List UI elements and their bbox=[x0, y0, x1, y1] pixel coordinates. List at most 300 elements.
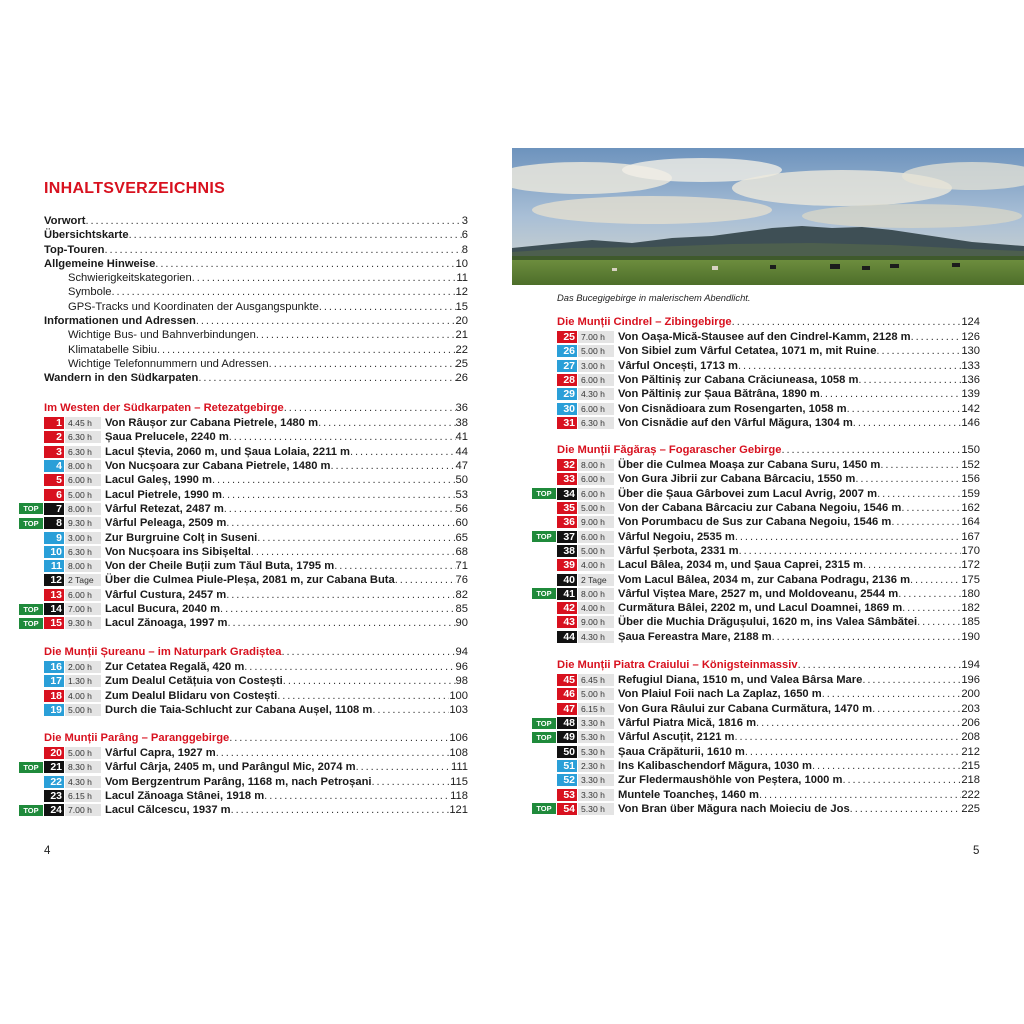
tour-page: 164 bbox=[961, 516, 980, 529]
tour-entry[interactable] bbox=[557, 544, 980, 558]
dot-leader bbox=[231, 804, 450, 816]
tour-title: Vârful Șerbota, 2331 m bbox=[618, 544, 739, 557]
dot-leader bbox=[820, 388, 961, 400]
toc-entry-label: Top-Touren bbox=[44, 243, 105, 256]
dot-leader bbox=[739, 545, 962, 557]
top-badge: TOP bbox=[19, 503, 43, 514]
dot-leader bbox=[226, 589, 455, 601]
tour-page: 103 bbox=[449, 704, 468, 717]
toc-entry[interactable] bbox=[44, 328, 468, 342]
tour-title: Vârful Cârja, 2405 m, und Parângul Mic, 2074 m bbox=[105, 761, 356, 774]
tour-number: 30 bbox=[557, 403, 577, 415]
tour-entry[interactable] bbox=[44, 674, 468, 688]
tour-title: Über die Șaua Gârbovei zum Lacul Avrig, 2007 m bbox=[618, 487, 878, 500]
tour-page: 130 bbox=[961, 345, 980, 358]
tour-title: Von Cisnădioara zum Rosengarten, 1058 m bbox=[618, 402, 847, 415]
tour-title: Von Plaiul Foii nach La Zaplaz, 1650 m bbox=[618, 688, 822, 701]
dot-leader bbox=[910, 574, 961, 586]
tour-title: Von Păltiniș zur Șaua Bătrâna, 1890 m bbox=[618, 388, 820, 401]
tour-duration: 6.30 h bbox=[65, 431, 101, 443]
toc-entry-label: Wandern in den Südkarpaten bbox=[44, 372, 199, 385]
tour-entry[interactable] bbox=[44, 445, 468, 459]
dot-leader bbox=[277, 690, 449, 702]
tour-title: Von Nucșoara ins Sibișeltal bbox=[105, 545, 251, 558]
tour-entry[interactable] bbox=[557, 558, 980, 572]
tour-title: Lacul Zănoaga Stânei, 1918 m bbox=[105, 790, 265, 803]
tour-page: 44 bbox=[455, 445, 468, 458]
top-badge: TOP bbox=[19, 604, 43, 615]
tour-page: 203 bbox=[961, 702, 980, 715]
tour-title: Vârful Ascuțit, 2121 m bbox=[618, 731, 735, 744]
dot-leader bbox=[224, 503, 456, 515]
tour-entry[interactable] bbox=[557, 472, 980, 486]
tour-entry[interactable] bbox=[23, 516, 468, 530]
tour-title: Durch die Taia-Schlucht zur Cabana Aușel, 1108 m bbox=[105, 704, 373, 717]
top-badge: TOP bbox=[19, 518, 43, 529]
tour-title: Über die Muchia Drăgușului, 1620 m, ins Valea Sâmbătei bbox=[618, 616, 918, 629]
tour-entry[interactable] bbox=[44, 430, 468, 444]
tour-duration: 3.30 h bbox=[578, 789, 614, 801]
tour-number: 38 bbox=[557, 545, 577, 557]
toc-section bbox=[23, 401, 468, 630]
tour-duration: 5.30 h bbox=[578, 746, 614, 758]
toc-entry-label: Informationen und Adressen bbox=[44, 315, 196, 328]
dot-leader bbox=[395, 574, 456, 586]
dot-leader bbox=[372, 704, 449, 716]
tour-number: 4 bbox=[44, 460, 64, 472]
tour-number: 3 bbox=[44, 446, 64, 458]
tour-number: 34 bbox=[557, 488, 577, 500]
dot-leader bbox=[901, 502, 961, 514]
dot-leader bbox=[350, 446, 456, 458]
tour-number: 7 bbox=[44, 503, 64, 515]
toc-section bbox=[44, 645, 468, 717]
tour-title: Vârful Retezat, 2487 m bbox=[105, 502, 224, 515]
tour-number: 44 bbox=[557, 631, 577, 643]
dot-leader bbox=[331, 460, 456, 472]
photo-caption: Das Bucegigebirge in malerischem Abendlicht. bbox=[557, 292, 751, 303]
toc-entry[interactable] bbox=[44, 314, 468, 328]
tour-duration: 4.30 h bbox=[65, 776, 101, 788]
tour-entry[interactable] bbox=[44, 775, 468, 789]
tour-entry[interactable] bbox=[557, 615, 980, 629]
tour-entry[interactable] bbox=[557, 501, 980, 515]
tour-page: 90 bbox=[455, 617, 468, 630]
toc-entry[interactable] bbox=[44, 343, 468, 357]
tour-duration: 6.00 h bbox=[578, 403, 614, 415]
tour-title: Vom Lacul Bâlea, 2034 m, zur Cabana Podragu, 2136 m bbox=[618, 573, 911, 586]
tour-title: Von Gura Jibrii zur Cabana Bârcaciu, 1550 m bbox=[618, 473, 856, 486]
tour-entry[interactable] bbox=[557, 359, 980, 373]
top-badge: TOP bbox=[532, 588, 556, 599]
toc-entry-label: Klimatabelle Sibiu bbox=[68, 343, 157, 356]
tour-page: 108 bbox=[449, 747, 468, 760]
tour-title: Zur Burgruine Colț in Suseni bbox=[105, 531, 258, 544]
tour-entry[interactable] bbox=[44, 487, 468, 501]
tour-duration: 4.00 h bbox=[578, 602, 614, 614]
toc-entry-page: 3 bbox=[461, 215, 468, 227]
tour-entry[interactable] bbox=[557, 373, 980, 387]
dot-leader bbox=[229, 431, 456, 443]
dot-leader bbox=[911, 331, 962, 343]
tour-entry[interactable] bbox=[557, 515, 980, 529]
tour-duration: 7.00 h bbox=[65, 804, 101, 816]
tour-page: 175 bbox=[961, 573, 980, 586]
tour-entry[interactable] bbox=[536, 730, 980, 744]
top-badge: TOP bbox=[19, 805, 43, 816]
section-page: 124 bbox=[961, 316, 980, 328]
dot-leader bbox=[759, 789, 961, 801]
tour-entry[interactable] bbox=[557, 702, 980, 716]
dot-leader bbox=[319, 300, 456, 314]
tour-number: 16 bbox=[44, 661, 64, 673]
tour-duration: 3.30 h bbox=[578, 717, 614, 729]
toc-entry[interactable] bbox=[44, 357, 468, 371]
tour-title: Vârful Piatra Mică, 1816 m bbox=[618, 717, 757, 730]
tour-number: 11 bbox=[44, 560, 64, 572]
tour-page: 206 bbox=[961, 717, 980, 730]
toc-entry-label: Übersichtskarte bbox=[44, 229, 129, 242]
tour-number: 32 bbox=[557, 459, 577, 471]
tour-entry[interactable] bbox=[44, 559, 468, 573]
tour-entry[interactable] bbox=[44, 588, 468, 602]
tour-page: 50 bbox=[455, 474, 468, 487]
tour-page: 172 bbox=[961, 559, 980, 572]
tour-entry[interactable] bbox=[23, 803, 468, 817]
tour-entry[interactable] bbox=[44, 573, 468, 587]
dot-leader bbox=[196, 314, 456, 328]
tour-duration: 5.30 h bbox=[578, 731, 614, 743]
tour-number: 46 bbox=[557, 688, 577, 700]
tour-entry[interactable] bbox=[44, 789, 468, 803]
tour-title: Zur Cetatea Regală, 420 m bbox=[105, 661, 245, 674]
dot-leader bbox=[735, 531, 961, 543]
tour-number: 12 bbox=[44, 574, 64, 586]
dot-leader bbox=[781, 443, 961, 458]
tour-title: Über die Culmea Moașa zur Cabana Suru, 1450 m bbox=[618, 459, 881, 472]
tour-title: Von Porumbacu de Sus zur Cabana Negoiu, 1546 m bbox=[618, 516, 892, 529]
tour-entry[interactable] bbox=[23, 502, 468, 516]
tour-entry[interactable] bbox=[23, 616, 468, 630]
tour-entry[interactable] bbox=[557, 416, 980, 430]
tour-title: Șaua Crăpăturii, 1610 m bbox=[618, 745, 745, 758]
dot-leader bbox=[863, 559, 961, 571]
tour-entry[interactable] bbox=[557, 572, 980, 586]
dot-leader bbox=[738, 360, 961, 372]
tour-title: Von Cisnădie auf den Vârful Măgura, 1304 m bbox=[618, 416, 853, 429]
tour-page: 47 bbox=[455, 460, 468, 473]
tour-duration: 4.00 h bbox=[65, 690, 101, 702]
tour-title: Von der Cheile Buții zum Tăul Buta, 1795 m bbox=[105, 560, 335, 573]
dot-leader bbox=[283, 675, 456, 687]
toc-entry[interactable] bbox=[44, 243, 468, 257]
tour-duration: 9.00 h bbox=[578, 616, 614, 628]
top-badge: TOP bbox=[19, 762, 43, 773]
tour-entry[interactable] bbox=[44, 703, 468, 717]
tour-page: 136 bbox=[961, 374, 980, 387]
tour-number: 33 bbox=[557, 473, 577, 485]
dot-leader bbox=[85, 214, 461, 228]
top-badge: TOP bbox=[532, 732, 556, 743]
toc-entry-page: 21 bbox=[455, 329, 468, 342]
tour-entry[interactable] bbox=[44, 416, 468, 430]
tour-duration: 5.00 h bbox=[65, 704, 101, 716]
tour-entry[interactable] bbox=[557, 787, 980, 801]
tour-title: Curmătura Bâlei, 2202 m, und Lacul Doamnei, 1869 m bbox=[618, 602, 903, 615]
dot-leader bbox=[898, 588, 961, 600]
tour-number: 31 bbox=[557, 417, 577, 429]
toc-entry[interactable] bbox=[44, 371, 468, 385]
section-heading[interactable] bbox=[44, 401, 468, 416]
toc-entry-page: 10 bbox=[455, 257, 468, 270]
tour-page: 100 bbox=[449, 689, 468, 702]
tour-title: Șaua Fereastra Mare, 2188 m bbox=[618, 630, 772, 643]
tour-number: 43 bbox=[557, 616, 577, 628]
tour-entry[interactable] bbox=[557, 387, 980, 401]
tour-entry[interactable] bbox=[557, 630, 980, 644]
dot-leader bbox=[281, 645, 455, 660]
tour-entry[interactable] bbox=[557, 344, 980, 358]
tour-number: 18 bbox=[44, 690, 64, 702]
section-page: 106 bbox=[449, 732, 468, 744]
tour-page: 56 bbox=[455, 502, 468, 515]
dot-leader bbox=[129, 228, 462, 242]
tour-entry[interactable] bbox=[557, 773, 980, 787]
section-page: 94 bbox=[455, 646, 468, 658]
section-title: Die Munții Parâng – Paranggebirge bbox=[44, 732, 230, 744]
tour-number: 51 bbox=[557, 760, 577, 772]
tour-entry[interactable] bbox=[44, 473, 468, 487]
toc-entry[interactable] bbox=[44, 257, 468, 271]
tour-title: Von der Cabana Bârcaciu zur Cabana Negoiu, 1546 m bbox=[618, 502, 902, 515]
tour-entry[interactable] bbox=[557, 401, 980, 415]
top-badge: TOP bbox=[532, 488, 556, 499]
tour-title: Vârful Custura, 2457 m bbox=[105, 588, 227, 601]
tour-entry[interactable] bbox=[536, 802, 980, 816]
tour-title: Lacul Călcescu, 1937 m bbox=[105, 804, 231, 817]
tour-entry[interactable] bbox=[536, 487, 980, 501]
tour-title: Șaua Prelucele, 2240 m bbox=[105, 431, 229, 444]
tour-number: 54 bbox=[557, 803, 577, 815]
tour-page: 71 bbox=[455, 560, 468, 573]
tour-duration: 2.00 h bbox=[65, 661, 101, 673]
dot-leader bbox=[256, 328, 456, 342]
tour-page: 126 bbox=[961, 331, 980, 344]
tour-title: Vârful Viștea Mare, 2527 m, und Moldoveanu, 2544 m bbox=[618, 587, 899, 600]
tour-page: 133 bbox=[961, 359, 980, 372]
tour-duration: 4.30 h bbox=[578, 631, 614, 643]
tour-number: 13 bbox=[44, 589, 64, 601]
tour-duration: 5.30 h bbox=[578, 803, 614, 815]
tour-title: Vârful Negoiu, 2535 m bbox=[618, 530, 735, 543]
tour-duration: 7.00 h bbox=[578, 331, 614, 343]
tour-number: 6 bbox=[44, 489, 64, 501]
dot-leader bbox=[372, 776, 451, 788]
tour-number: 39 bbox=[557, 559, 577, 571]
dot-leader bbox=[229, 731, 449, 746]
tour-page: 111 bbox=[450, 761, 468, 774]
tour-entry[interactable] bbox=[536, 716, 980, 730]
tour-title: Von Râușor zur Cabana Pietrele, 1480 m bbox=[105, 417, 319, 430]
tour-entry[interactable] bbox=[557, 330, 980, 344]
tour-number: 49 bbox=[557, 731, 577, 743]
tour-number: 14 bbox=[44, 603, 64, 615]
tour-entry[interactable] bbox=[44, 459, 468, 473]
toc-section bbox=[536, 443, 980, 644]
dot-leader bbox=[155, 257, 455, 271]
tour-entry[interactable] bbox=[44, 689, 468, 703]
dot-leader bbox=[772, 631, 962, 643]
tour-entry[interactable] bbox=[557, 601, 980, 615]
tour-duration: 6.00 h bbox=[578, 488, 614, 500]
tour-number: 36 bbox=[557, 516, 577, 528]
tour-duration: 3.00 h bbox=[65, 532, 101, 544]
tour-page: 159 bbox=[961, 487, 980, 500]
tour-title: Von Bran über Măgura nach Moieciu de Jos bbox=[618, 802, 850, 815]
tour-title: Zum Dealul Cetățuia von Costești bbox=[105, 675, 283, 688]
tour-number: 8 bbox=[44, 517, 64, 529]
tour-duration: 8.00 h bbox=[65, 560, 101, 572]
tour-entry[interactable] bbox=[44, 545, 468, 559]
tour-number: 9 bbox=[44, 532, 64, 544]
right-page bbox=[512, 0, 1024, 1024]
tour-entry[interactable] bbox=[44, 746, 468, 760]
toc-title: INHALTSVERZEICHNIS bbox=[44, 180, 226, 197]
toc-entry-page: 26 bbox=[455, 372, 468, 385]
tour-page: 118 bbox=[450, 790, 468, 803]
tour-title: Ins Kalibaschendorf Măgura, 1030 m bbox=[618, 759, 812, 772]
landscape-photo bbox=[512, 148, 1024, 285]
section-title: Die Munții Făgăraș – Fogarascher Gebirge bbox=[557, 444, 782, 456]
tour-number: 21 bbox=[44, 761, 64, 773]
tour-duration: 1.30 h bbox=[65, 675, 101, 687]
tour-title: Zur Fledermaushöhle von Peștera, 1000 m bbox=[618, 774, 843, 787]
dot-leader bbox=[228, 617, 456, 629]
toc-entry[interactable] bbox=[44, 285, 468, 299]
tour-number: 28 bbox=[557, 374, 577, 386]
tour-duration: 5.00 h bbox=[578, 502, 614, 514]
dot-leader bbox=[756, 717, 961, 729]
dot-leader bbox=[858, 374, 961, 386]
dot-leader bbox=[877, 488, 961, 500]
tour-entry[interactable] bbox=[44, 530, 468, 544]
dot-leader bbox=[732, 315, 962, 330]
tour-number: 37 bbox=[557, 531, 577, 543]
dot-leader bbox=[251, 546, 456, 558]
tour-entry[interactable] bbox=[536, 529, 980, 543]
toc-entry[interactable] bbox=[44, 214, 468, 228]
tour-entry[interactable] bbox=[557, 744, 980, 758]
tour-entry[interactable] bbox=[536, 587, 980, 601]
toc-entry[interactable] bbox=[44, 228, 468, 242]
section-heading[interactable] bbox=[557, 315, 980, 330]
tour-duration: 5.00 h bbox=[65, 489, 101, 501]
tour-page: 225 bbox=[961, 802, 980, 815]
tour-page: 85 bbox=[455, 603, 468, 615]
dot-leader bbox=[812, 760, 961, 772]
dot-leader bbox=[745, 746, 961, 758]
tour-title: Vârful Capra, 1927 m bbox=[105, 747, 216, 760]
toc-entry-page: 22 bbox=[455, 343, 468, 356]
tour-entry[interactable] bbox=[23, 602, 468, 616]
dot-leader bbox=[872, 703, 961, 715]
tour-duration: 7.00 h bbox=[65, 603, 101, 615]
tour-page: 82 bbox=[455, 588, 468, 601]
tour-page: 146 bbox=[961, 416, 980, 429]
toc-entry-page: 11 bbox=[456, 272, 468, 285]
tour-entry[interactable] bbox=[557, 687, 980, 701]
tour-page: 121 bbox=[449, 804, 468, 817]
toc-section bbox=[536, 658, 980, 816]
section-heading[interactable] bbox=[44, 731, 468, 746]
toc-entry[interactable] bbox=[44, 300, 468, 314]
tour-duration: 2 Tage bbox=[578, 574, 614, 586]
tour-duration: 5.00 h bbox=[65, 747, 101, 759]
tour-duration: 6.30 h bbox=[65, 546, 101, 558]
tour-number: 20 bbox=[44, 747, 64, 759]
toc-section bbox=[557, 315, 980, 430]
dot-leader bbox=[842, 774, 961, 786]
tour-page: 200 bbox=[961, 688, 980, 701]
tour-page: 115 bbox=[450, 775, 468, 788]
tour-number: 17 bbox=[44, 675, 64, 687]
dot-leader bbox=[269, 357, 456, 371]
tour-number: 22 bbox=[44, 776, 64, 788]
dot-leader bbox=[850, 803, 962, 815]
toc-entry[interactable] bbox=[44, 271, 468, 285]
tour-duration: 4.45 h bbox=[65, 417, 101, 429]
tour-page: 212 bbox=[961, 745, 980, 758]
tour-page: 53 bbox=[455, 488, 468, 501]
tour-number: 29 bbox=[557, 388, 577, 400]
tour-entry[interactable] bbox=[44, 660, 468, 674]
tour-number: 26 bbox=[557, 345, 577, 357]
tour-number: 25 bbox=[557, 331, 577, 343]
tour-title: Vom Bergzentrum Parâng, 1168 m, nach Petroșani bbox=[105, 775, 372, 788]
dot-leader bbox=[822, 688, 962, 700]
tour-title: Vârful Oncești, 1713 m bbox=[618, 359, 739, 372]
tour-duration: 6.00 h bbox=[578, 531, 614, 543]
toc-entry-page: 25 bbox=[455, 357, 468, 370]
tour-duration: 6.15 h bbox=[578, 703, 614, 715]
tour-entry[interactable] bbox=[23, 760, 468, 774]
tour-duration: 6.30 h bbox=[578, 417, 614, 429]
tour-duration: 8.00 h bbox=[578, 588, 614, 600]
section-page: 194 bbox=[961, 659, 980, 671]
tour-entry[interactable] bbox=[557, 673, 980, 687]
toc-entry-page: 6 bbox=[461, 229, 468, 242]
tour-title: Lacul Galeș, 1990 m bbox=[105, 474, 212, 487]
section-heading[interactable] bbox=[557, 443, 980, 458]
toc-entry-page: 12 bbox=[455, 286, 468, 299]
dot-leader bbox=[855, 473, 961, 485]
section-heading[interactable] bbox=[44, 645, 468, 660]
dot-leader bbox=[216, 747, 450, 759]
tour-duration: 9.30 h bbox=[65, 517, 101, 529]
tour-page: 170 bbox=[961, 544, 980, 557]
toc-entry-label: Wichtige Bus- und Bahnverbindungen bbox=[68, 329, 256, 342]
tour-page: 68 bbox=[455, 545, 468, 558]
tour-page: 182 bbox=[961, 602, 980, 615]
tour-entry[interactable] bbox=[557, 458, 980, 472]
tour-entry[interactable] bbox=[557, 759, 980, 773]
section-heading[interactable] bbox=[557, 658, 980, 673]
dot-leader bbox=[192, 271, 457, 285]
dot-leader bbox=[157, 343, 456, 357]
tour-page: 185 bbox=[961, 616, 980, 629]
section-title: Die Munții Piatra Craiului – Königsteinmassiv bbox=[557, 659, 798, 671]
tour-duration: 6.30 h bbox=[65, 446, 101, 458]
